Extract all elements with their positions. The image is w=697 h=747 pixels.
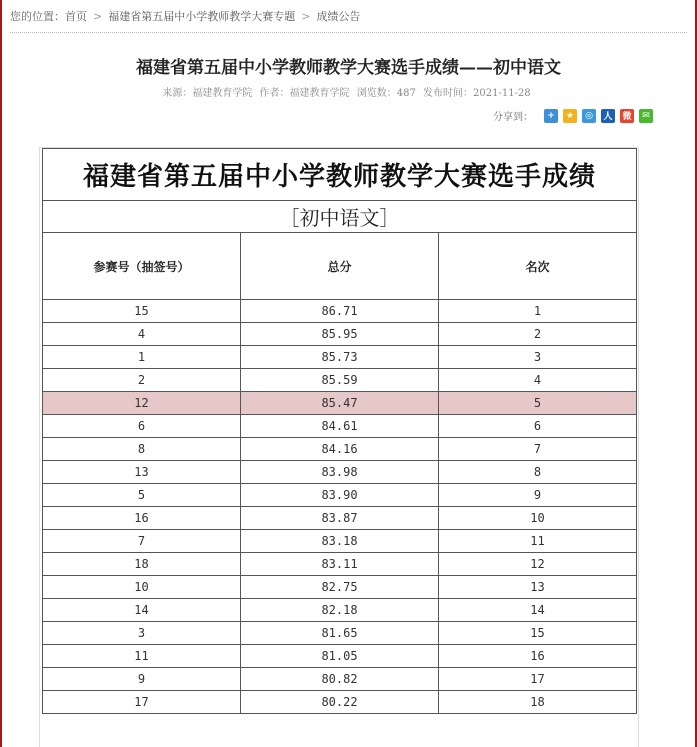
table-row	[43, 668, 637, 691]
breadcrumb-topic-link[interactable]: 福建省第五届中小学教师教学大赛专题	[108, 10, 296, 23]
column-header-number: 参赛号（抽签号）	[43, 233, 241, 300]
cell-entry-number: 16	[43, 507, 241, 530]
table-row	[43, 346, 637, 369]
column-header-score: 总分	[241, 233, 439, 300]
cell-total-score: 85.47	[241, 392, 439, 415]
cell-total-score: 84.61	[241, 415, 439, 438]
cell-entry-number: 17	[43, 691, 241, 714]
meta-views: 浏览数：487	[356, 88, 416, 99]
breadcrumb-announcement-link[interactable]: 成绩公告	[316, 10, 361, 23]
cell-total-score: 82.18	[241, 599, 439, 622]
wechat-icon[interactable]: ✉	[639, 109, 653, 123]
cell-total-score: 85.95	[241, 323, 439, 346]
cell-rank: 15	[439, 622, 637, 645]
table-row	[43, 553, 637, 576]
cell-entry-number: 18	[43, 553, 241, 576]
table-row	[43, 300, 637, 323]
table-row	[43, 392, 637, 415]
qzone-icon[interactable]: ★	[563, 109, 577, 123]
cell-rank: 18	[439, 691, 637, 714]
share-bar	[493, 108, 653, 123]
breadcrumb	[10, 8, 360, 24]
results-table	[42, 148, 637, 714]
cell-rank: 12	[439, 553, 637, 576]
breadcrumb-separator: >	[301, 10, 311, 23]
table-row	[43, 599, 637, 622]
table-row	[43, 530, 637, 553]
cell-entry-number: 4	[43, 323, 241, 346]
table-row	[43, 691, 637, 714]
meta-author: 作者：福建教育学院	[259, 88, 350, 99]
cell-rank: 10	[439, 507, 637, 530]
cell-entry-number: 8	[43, 438, 241, 461]
cell-rank: 3	[439, 346, 637, 369]
cell-entry-number: 15	[43, 300, 241, 323]
table-subtitle: ［初中语文］	[43, 201, 637, 233]
cell-entry-number: 2	[43, 369, 241, 392]
share-label: 分享到：	[493, 112, 533, 123]
table-title: 福建省第五届中小学教师教学大赛选手成绩	[43, 149, 637, 201]
cell-total-score: 85.73	[241, 346, 439, 369]
table-row	[43, 323, 637, 346]
cell-rank: 5	[439, 392, 637, 415]
table-row	[43, 369, 637, 392]
cell-rank: 16	[439, 645, 637, 668]
plus-icon[interactable]: +	[544, 109, 558, 123]
cell-entry-number: 12	[43, 392, 241, 415]
table-row	[43, 484, 637, 507]
cell-entry-number: 10	[43, 576, 241, 599]
breadcrumb-separator: >	[93, 10, 103, 23]
cell-entry-number: 11	[43, 645, 241, 668]
cell-entry-number: 13	[43, 461, 241, 484]
cell-rank: 1	[439, 300, 637, 323]
cell-rank: 9	[439, 484, 637, 507]
cell-entry-number: 14	[43, 599, 241, 622]
sina-weibo-icon[interactable]: 微	[620, 109, 634, 123]
cell-total-score: 80.22	[241, 691, 439, 714]
meta-published: 发布时间：2021-11-28	[423, 88, 531, 99]
cell-entry-number: 1	[43, 346, 241, 369]
cell-rank: 4	[439, 369, 637, 392]
cell-total-score: 81.05	[241, 645, 439, 668]
table-row	[43, 576, 637, 599]
cell-total-score: 81.65	[241, 622, 439, 645]
cell-total-score: 83.18	[241, 530, 439, 553]
article-meta	[0, 84, 697, 99]
cell-rank: 11	[439, 530, 637, 553]
breadcrumb-divider	[10, 32, 687, 33]
cell-rank: 6	[439, 415, 637, 438]
cell-rank: 13	[439, 576, 637, 599]
cell-rank: 8	[439, 461, 637, 484]
table-row	[43, 461, 637, 484]
cell-total-score: 86.71	[241, 300, 439, 323]
table-row	[43, 645, 637, 668]
article-title: 福建省第五届中小学教师教学大赛选手成绩——初中语文	[136, 58, 561, 78]
breadcrumb-prefix: 您的位置：	[10, 10, 65, 23]
cell-total-score: 83.98	[241, 461, 439, 484]
table-row	[43, 622, 637, 645]
cell-total-score: 80.82	[241, 668, 439, 691]
cell-total-score: 83.11	[241, 553, 439, 576]
tencent-weibo-icon[interactable]: ◎	[582, 109, 596, 123]
results-document	[40, 148, 638, 747]
cell-total-score: 84.16	[241, 438, 439, 461]
cell-total-score: 82.75	[241, 576, 439, 599]
cell-entry-number: 5	[43, 484, 241, 507]
table-row	[43, 415, 637, 438]
meta-source: 来源：福建教育学院	[162, 88, 253, 99]
cell-entry-number: 9	[43, 668, 241, 691]
cell-rank: 7	[439, 438, 637, 461]
cell-total-score: 83.87	[241, 507, 439, 530]
table-row	[43, 507, 637, 530]
cell-total-score: 83.90	[241, 484, 439, 507]
cell-entry-number: 3	[43, 622, 241, 645]
column-header-rank: 名次	[439, 233, 637, 300]
cell-entry-number: 6	[43, 415, 241, 438]
cell-rank: 17	[439, 668, 637, 691]
renren-icon[interactable]: 人	[601, 109, 615, 123]
cell-rank: 14	[439, 599, 637, 622]
table-row	[43, 438, 637, 461]
breadcrumb-home-link[interactable]: 首页	[65, 10, 87, 23]
cell-rank: 2	[439, 323, 637, 346]
cell-entry-number: 7	[43, 530, 241, 553]
cell-total-score: 85.59	[241, 369, 439, 392]
